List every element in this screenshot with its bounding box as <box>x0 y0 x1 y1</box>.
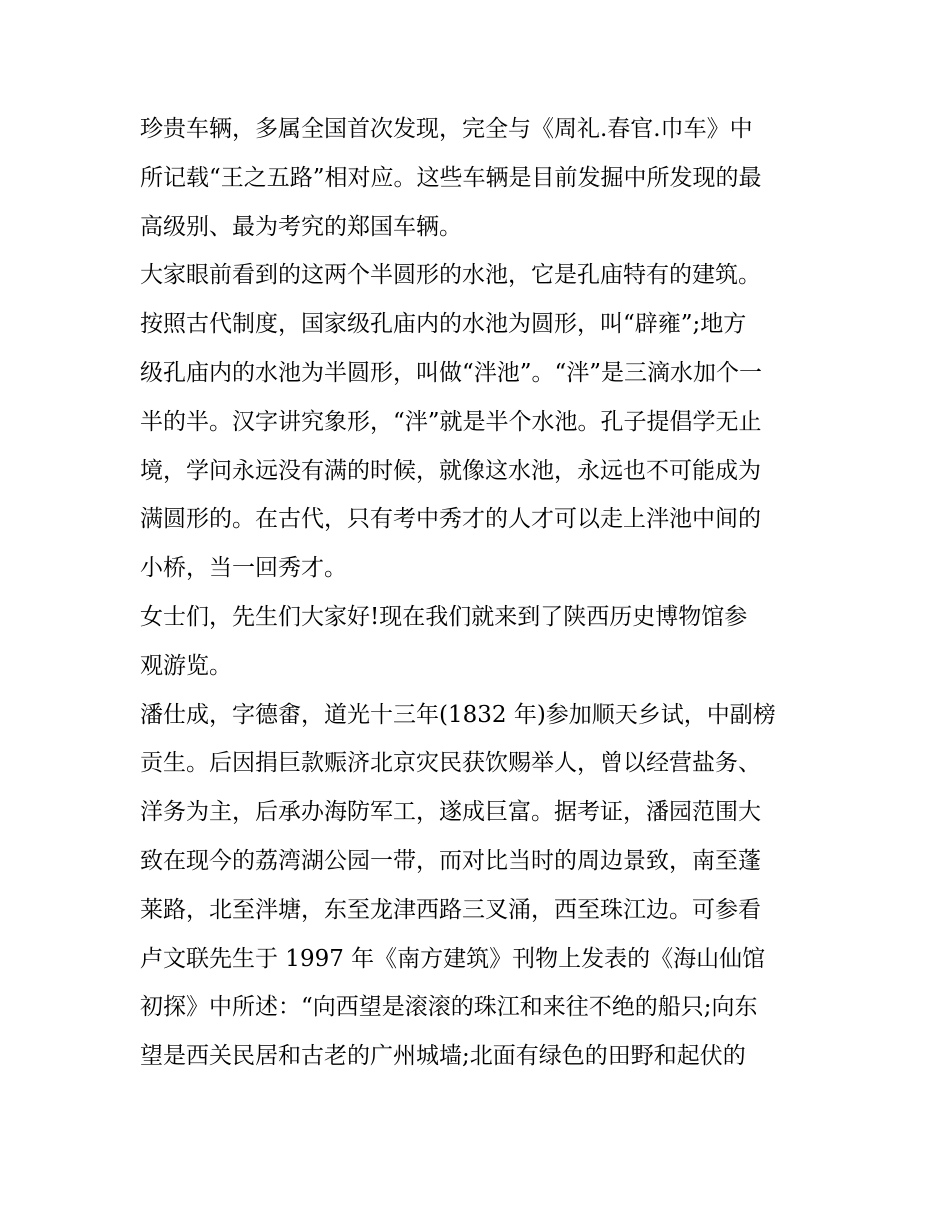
text-line: 小桥，当一回秀才。 <box>140 555 347 582</box>
text-line: 观游览。 <box>140 652 232 679</box>
text-line: 高级别、最为考究的郑国车辆。 <box>140 213 462 240</box>
text-line: 女士们，先生们大家好!现在我们就来到了陕西历史博物馆参 <box>140 603 748 630</box>
text-line: 大家眼前看到的这两个半圆形的水池，它是孔庙特有的建筑。 <box>140 262 761 289</box>
text-line: 卢文联先生于 1997 年《南方建筑》刊物上发表的《海山仙馆 <box>140 945 766 972</box>
text-line: 满圆形的。在古代，只有考中秀才的人才可以走上泮池中间的 <box>140 506 761 533</box>
text-line: 潘仕成，字德畬，道光十三年(1832 年)参加顺天乡试，中副榜 <box>140 701 776 728</box>
text-line: 半的半。汉字讲究象形，“泮”就是半个水池。孔子提倡学无止 <box>140 408 762 435</box>
text-line: 珍贵车辆，多属全国首次发现，完全与《周礼.春官.巾车》中 <box>140 116 753 142</box>
text-line: 莱路，北至泮塘，东至龙津西路三叉涌，西至珠江边。可参看 <box>140 896 761 923</box>
text-line: 致在现今的荔湾湖公园一带，而对比当时的周边景致，南至蓬 <box>140 847 761 874</box>
text-line: 望是西关民居和古老的广州城墙;北面有绿色的田野和起伏的 <box>140 1043 746 1070</box>
text-line: 所记载“王之五路”相对应。这些车辆是目前发掘中所发现的最 <box>140 164 762 191</box>
text-line: 洋务为主，后承办海防军工，遂成巨富。据考证，潘园范围大 <box>140 799 761 826</box>
document-body <box>140 105 812 1081</box>
text-line: 按照古代制度，国家级孔庙内的水池为圆形，叫“辟雍”;地方 <box>140 311 747 338</box>
text-line: 境，学问永远没有满的时候，就像这水池，永远也不可能成为 <box>140 457 761 484</box>
text-line: 贡生。后因捐巨款赈济北京灾民获饮赐举人，曾以经营盐务、 <box>140 750 761 777</box>
text-line: 初探》中所述：“向西望是滚滚的珠江和来往不绝的船只;向东 <box>140 994 758 1021</box>
text-line: 级孔庙内的水池为半圆形，叫做“泮池”。“泮”是三滴水加个一 <box>140 359 763 386</box>
